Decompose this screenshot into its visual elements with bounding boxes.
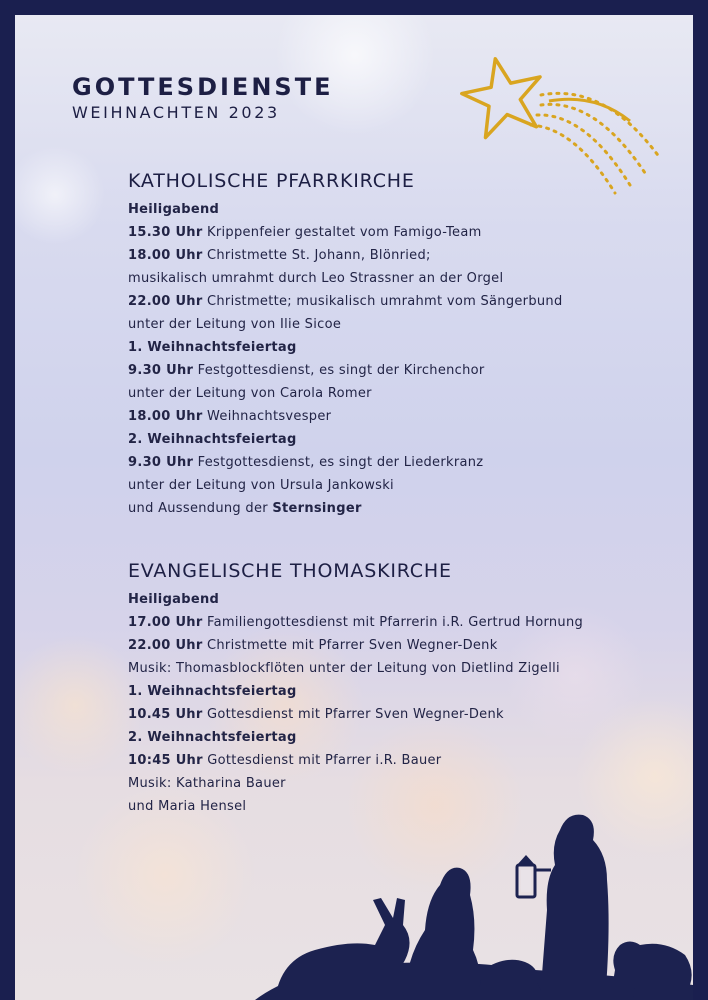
service-continuation: Musik: Katharina Bauer xyxy=(128,776,286,791)
service-entry xyxy=(128,749,583,772)
page-subtitle: WEIHNACHTEN 2023 xyxy=(72,103,280,122)
page-title: GOTTESDIENSTE xyxy=(72,73,334,101)
service-entry xyxy=(128,611,583,634)
service-text: Weihnachtsvesper xyxy=(202,409,332,424)
day-label: 1. Weihnachtsfeiertag xyxy=(128,340,297,355)
service-entry xyxy=(128,244,563,267)
service-text: Familiengottesdienst mit Pfarrerin i.R. Gertrud Hornung xyxy=(202,615,584,630)
service-text: Christmette; musikalisch umrahmt vom Sängerbund xyxy=(202,294,563,309)
service-text: Christmette St. Johann, Blönried; xyxy=(202,248,431,263)
service-time: 18.00 Uhr xyxy=(128,248,203,263)
service-time: 10:45 Uhr xyxy=(128,753,203,768)
sternsinger-label: Sternsinger xyxy=(272,501,362,516)
poster xyxy=(15,15,693,1000)
evangelic-heading: EVANGELISCHE THOMASKIRCHE xyxy=(128,560,452,582)
service-continuation: unter der Leitung von Carola Romer xyxy=(128,386,372,401)
service-time: 22.00 Uhr xyxy=(128,294,203,309)
day-label: 2. Weihnachtsfeiertag xyxy=(128,432,297,447)
evangelic-section xyxy=(128,560,583,818)
day-label: Heiligabend xyxy=(128,202,220,217)
service-text: und Aussendung der xyxy=(128,501,273,516)
service-time: 9.30 Uhr xyxy=(128,363,194,378)
service-entry xyxy=(128,703,583,726)
service-time: 15.30 Uhr xyxy=(128,225,203,240)
nativity-silhouette-icon xyxy=(255,790,693,1000)
service-continuation: unter der Leitung von Ilie Sicoe xyxy=(128,317,342,332)
service-time: 18.00 Uhr xyxy=(128,409,203,424)
catholic-section xyxy=(128,170,563,520)
catholic-heading: KATHOLISCHE PFARRKIRCHE xyxy=(128,170,415,192)
service-entry xyxy=(128,405,563,428)
service-time: 22.00 Uhr xyxy=(128,638,203,653)
day-label: 1. Weihnachtsfeiertag xyxy=(128,684,297,699)
service-entry xyxy=(128,221,563,244)
service-text: Gottesdienst mit Pfarrer i.R. Bauer xyxy=(202,753,442,768)
service-continuation: unter der Leitung von Ursula Jankowski xyxy=(128,478,394,493)
service-text: Festgottesdienst, es singt der Kirchenchor xyxy=(193,363,485,378)
service-text: Festgottesdienst, es singt der Liederkranz xyxy=(193,455,484,470)
service-continuation: Musik: Thomasblockflöten unter der Leitung von Dietlind Zigelli xyxy=(128,661,560,676)
service-entry xyxy=(128,290,563,313)
service-text: Christmette mit Pfarrer Sven Wegner-Denk xyxy=(202,638,498,653)
service-continuation: und Maria Hensel xyxy=(128,799,247,814)
day-label: 2. Weihnachtsfeiertag xyxy=(128,730,297,745)
service-entry xyxy=(128,451,563,474)
service-continuation: musikalisch umrahmt durch Leo Strassner an der Orgel xyxy=(128,271,504,286)
service-text: Gottesdienst mit Pfarrer Sven Wegner-Denk xyxy=(202,707,504,722)
service-time: 9.30 Uhr xyxy=(128,455,194,470)
service-time: 17.00 Uhr xyxy=(128,615,203,630)
service-time: 10.45 Uhr xyxy=(128,707,203,722)
service-entry xyxy=(128,634,583,657)
service-text: Krippenfeier gestaltet vom Famigo-Team xyxy=(202,225,482,240)
service-entry xyxy=(128,359,563,382)
day-label: Heiligabend xyxy=(128,592,220,607)
service-continuation xyxy=(128,497,563,520)
